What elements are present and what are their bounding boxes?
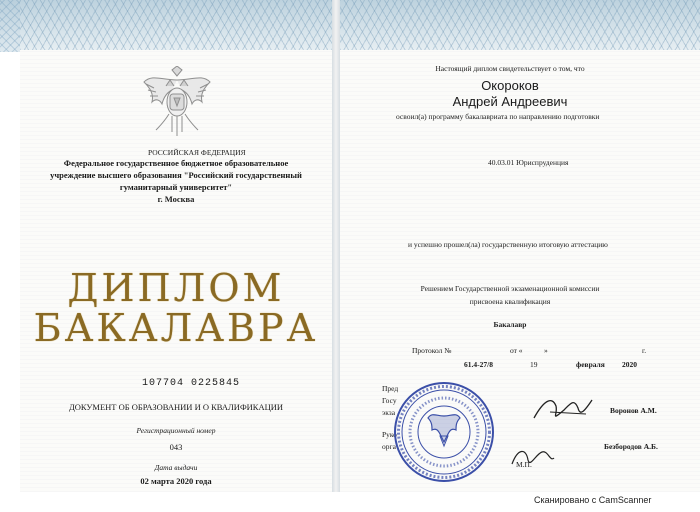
institution-line-1: Федеральное государственное бюджетное образовательное [63,158,289,168]
protocol-year: 2020 [622,360,637,369]
protocol-from: от « [510,346,523,355]
institution-line-2: учреждение высшего образования "Российский государственный [50,170,302,180]
protocol-quote-close: » [544,346,548,355]
registration-number: 043 [169,442,183,452]
program-code: 40.03.01 Юриспруденция [488,158,569,167]
protocol-month: февраля [576,360,605,369]
chair-label-3: экза [382,408,396,417]
scanner-watermark: Сканировано с CamScanner [534,495,652,505]
issue-date-label: Дата выдачи [154,463,198,472]
qualification: Бакалавр [493,320,527,329]
head-label-2: орга [382,442,396,451]
seal-mark: М.П. [516,460,532,469]
chair-signature [530,392,600,426]
commission-decision-line-2: присвоена квалификация [469,297,551,306]
passed-attestation-text: и успешно прошел(ла) государственную итоговую аттестацию [408,240,608,249]
diploma-title-line-2: БАКАЛАВРА [33,306,319,350]
page-fold [332,0,340,492]
mastered-program-text: освоил(а) программу бакалавриата по направлению подготовки [396,112,600,121]
protocol-day: 19 [530,360,538,369]
registration-number-label: Регистрационный номер [136,426,216,435]
chair-label-1: Пред [382,384,399,393]
head-label-1: Руко [382,430,397,439]
diploma-serial-number: 107704 0225845 [142,378,241,389]
graduate-name: Андрей Андреевич [452,94,568,109]
issue-date: 02 марта 2020 года [140,476,212,486]
institution-city: г. Москва [157,194,195,204]
certifies-text: Настоящий диплом свидетельствует о том, что [435,64,585,73]
chair-name: Воронов А.М. [610,406,657,415]
institution-line-3: гуманитарный университет" [119,182,233,192]
coat-of-arms-emblem [142,66,212,138]
graduate-surname: Окороков [481,78,539,93]
guilloche-pattern [340,0,700,50]
protocol-label: Протокол № [412,346,452,355]
document-type: ДОКУМЕНТ ОБ ОБРАЗОВАНИИ И О КВАЛИФИКАЦИИ [68,402,284,412]
official-seal [392,380,496,484]
diploma-right-page [340,0,700,492]
diploma-title-line-1: ДИПЛОМ [67,266,285,310]
country-name: РОССИЙСКАЯ ФЕДЕРАЦИЯ [148,148,246,157]
protocol-number: 61.4-27/8 [464,360,493,369]
head-name: Безбородов А.Б. [604,442,658,451]
chair-label-2: Госу [382,396,397,405]
diploma-left-page [20,0,332,492]
guilloche-pattern [20,0,332,50]
commission-decision-line-1: Решением Государственной экзаменационной комиссии [420,284,600,293]
protocol-year-suffix: г. [642,346,647,355]
